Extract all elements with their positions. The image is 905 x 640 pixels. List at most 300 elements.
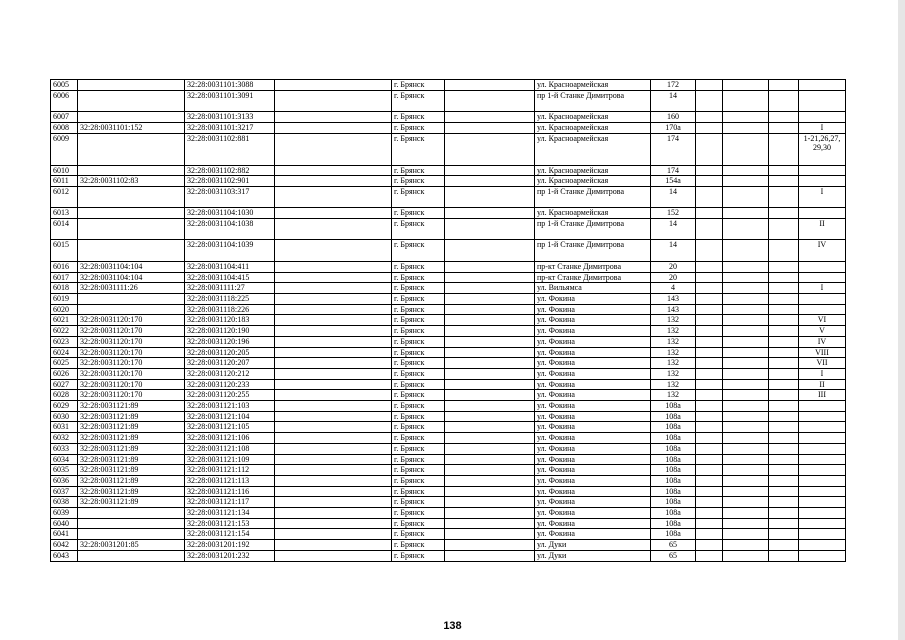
empty-cell (696, 411, 723, 422)
empty-cell (275, 165, 392, 176)
empty-cell (723, 326, 769, 337)
cadastral-number-cell: 32:28:0031101:3217 (185, 122, 275, 133)
empty-cell (696, 133, 723, 165)
empty-cell (696, 550, 723, 561)
empty-cell (723, 379, 769, 390)
table-row (51, 187, 846, 208)
table-row (51, 443, 846, 454)
record-number-cell: 6041 (51, 529, 78, 540)
street-cell: ул. Красноармейская (535, 112, 651, 123)
record-number-cell: 6034 (51, 454, 78, 465)
cadastral-number-cell: 32:28:0031102:901 (185, 176, 275, 187)
empty-cell (723, 540, 769, 551)
empty-cell (696, 208, 723, 219)
empty-cell (445, 240, 535, 261)
empty-cell (696, 219, 723, 240)
empty-cell (445, 219, 535, 240)
street-cell: ул. Фокина (535, 475, 651, 486)
premises-number-cell: III (799, 390, 846, 401)
empty-cell (696, 518, 723, 529)
empty-cell (696, 443, 723, 454)
street-cell: ул. Красноармейская (535, 133, 651, 165)
empty-cell (275, 240, 392, 261)
empty-cell (275, 90, 392, 111)
record-number-cell: 6026 (51, 368, 78, 379)
house-number-cell: 4 (651, 283, 696, 294)
empty-cell (696, 336, 723, 347)
cadastral-number-cell: 32:28:0031111:27 (185, 283, 275, 294)
street-cell: ул. Фокина (535, 390, 651, 401)
premises-number-cell (799, 433, 846, 444)
empty-cell (696, 90, 723, 111)
record-number-cell: 6023 (51, 336, 78, 347)
empty-cell (275, 433, 392, 444)
house-number-cell: 108а (651, 529, 696, 540)
street-cell: ул. Фокина (535, 358, 651, 369)
empty-cell (275, 379, 392, 390)
city-cell: г. Брянск (392, 326, 445, 337)
premises-number-cell: VII (799, 358, 846, 369)
table-row (51, 540, 846, 551)
empty-cell (696, 326, 723, 337)
empty-cell (696, 315, 723, 326)
empty-cell (275, 293, 392, 304)
empty-cell (696, 304, 723, 315)
street-cell: ул. Красноармейская (535, 122, 651, 133)
table-row (51, 326, 846, 337)
empty-cell (769, 176, 799, 187)
cadastral-number-cell: 32:28:0031121:106 (185, 433, 275, 444)
premises-number-cell (799, 475, 846, 486)
empty-cell (769, 550, 799, 561)
empty-cell (723, 304, 769, 315)
empty-cell (769, 454, 799, 465)
table-row (51, 401, 846, 412)
house-number-cell: 108а (651, 475, 696, 486)
table-row (51, 529, 846, 540)
premises-number-cell (799, 401, 846, 412)
parent-cadastral-cell: 32:28:0031111:26 (78, 283, 185, 294)
city-cell: г. Брянск (392, 293, 445, 304)
empty-cell (769, 187, 799, 208)
empty-cell (769, 90, 799, 111)
house-number-cell: 108а (651, 454, 696, 465)
empty-cell (445, 368, 535, 379)
premises-number-cell: I (799, 187, 846, 208)
empty-cell (445, 465, 535, 476)
parent-cadastral-cell: 32:28:0031104:104 (78, 272, 185, 283)
premises-number-cell (799, 497, 846, 508)
empty-cell (723, 529, 769, 540)
empty-cell (769, 475, 799, 486)
table-row (51, 90, 846, 111)
house-number-cell: 132 (651, 326, 696, 337)
city-cell: г. Брянск (392, 411, 445, 422)
house-number-cell: 20 (651, 272, 696, 283)
empty-cell (723, 90, 769, 111)
record-number-cell: 6019 (51, 293, 78, 304)
premises-number-cell (799, 454, 846, 465)
empty-cell (445, 486, 535, 497)
premises-number-cell (799, 550, 846, 561)
street-cell: пр-кт Станке Димитрова (535, 261, 651, 272)
street-cell: ул. Фокина (535, 465, 651, 476)
cadastral-number-cell: 32:28:0031121:113 (185, 475, 275, 486)
empty-cell (769, 283, 799, 294)
house-number-cell: 65 (651, 540, 696, 551)
empty-cell (275, 336, 392, 347)
empty-cell (445, 315, 535, 326)
empty-cell (723, 165, 769, 176)
empty-cell (445, 90, 535, 111)
cadastral-number-cell: 32:28:0031120:196 (185, 336, 275, 347)
empty-cell (723, 401, 769, 412)
empty-cell (723, 368, 769, 379)
city-cell: г. Брянск (392, 165, 445, 176)
house-number-cell: 132 (651, 358, 696, 369)
table-row (51, 358, 846, 369)
cadastral-number-cell: 32:28:0031120:212 (185, 368, 275, 379)
premises-number-cell: II (799, 219, 846, 240)
record-number-cell: 6009 (51, 133, 78, 165)
city-cell: г. Брянск (392, 261, 445, 272)
table-row (51, 219, 846, 240)
empty-cell (445, 176, 535, 187)
empty-cell (696, 433, 723, 444)
house-number-cell: 108а (651, 401, 696, 412)
city-cell: г. Брянск (392, 80, 445, 91)
empty-cell (769, 390, 799, 401)
premises-number-cell: VI (799, 315, 846, 326)
street-cell: ул. Фокина (535, 443, 651, 454)
table-row (51, 486, 846, 497)
empty-cell (769, 422, 799, 433)
empty-cell (723, 390, 769, 401)
empty-cell (445, 433, 535, 444)
city-cell: г. Брянск (392, 540, 445, 551)
city-cell: г. Брянск (392, 208, 445, 219)
table-row (51, 347, 846, 358)
empty-cell (275, 347, 392, 358)
record-number-cell: 6029 (51, 401, 78, 412)
street-cell: ул. Красноармейская (535, 80, 651, 91)
empty-cell (696, 176, 723, 187)
city-cell: г. Брянск (392, 187, 445, 208)
record-number-cell: 6011 (51, 176, 78, 187)
table-row (51, 379, 846, 390)
table-row (51, 508, 846, 519)
parent-cadastral-cell: 32:28:0031121:89 (78, 422, 185, 433)
empty-cell (769, 508, 799, 519)
empty-cell (445, 508, 535, 519)
house-number-cell: 14 (651, 240, 696, 261)
parent-cadastral-cell: 32:28:0031121:89 (78, 497, 185, 508)
cadastral-number-cell: 32:28:0031121:117 (185, 497, 275, 508)
empty-cell (723, 508, 769, 519)
table-row (51, 433, 846, 444)
city-cell: г. Брянск (392, 497, 445, 508)
city-cell: г. Брянск (392, 219, 445, 240)
table-row (51, 390, 846, 401)
parent-cadastral-cell (78, 80, 185, 91)
empty-cell (723, 133, 769, 165)
premises-number-cell: II (799, 379, 846, 390)
city-cell: г. Брянск (392, 347, 445, 358)
empty-cell (445, 454, 535, 465)
table-row (51, 122, 846, 133)
empty-cell (275, 80, 392, 91)
record-number-cell: 6015 (51, 240, 78, 261)
empty-cell (723, 486, 769, 497)
city-cell: г. Брянск (392, 304, 445, 315)
empty-cell (696, 508, 723, 519)
empty-cell (769, 518, 799, 529)
house-number-cell: 108а (651, 508, 696, 519)
cadastral-number-cell: 32:28:0031102:882 (185, 165, 275, 176)
house-number-cell: 108а (651, 411, 696, 422)
empty-cell (769, 112, 799, 123)
parent-cadastral-cell: 32:28:0031121:89 (78, 465, 185, 476)
empty-cell (445, 529, 535, 540)
parent-cadastral-cell (78, 133, 185, 165)
record-number-cell: 6039 (51, 508, 78, 519)
empty-cell (696, 475, 723, 486)
street-cell: пр 1-й Станке Димитрова (535, 187, 651, 208)
empty-cell (275, 497, 392, 508)
empty-cell (769, 336, 799, 347)
premises-number-cell (799, 508, 846, 519)
table-row (51, 315, 846, 326)
empty-cell (696, 187, 723, 208)
parent-cadastral-cell: 32:28:0031120:170 (78, 336, 185, 347)
house-number-cell: 152 (651, 208, 696, 219)
property-register-table (50, 79, 846, 562)
empty-cell (696, 240, 723, 261)
empty-cell (769, 261, 799, 272)
empty-cell (275, 465, 392, 476)
premises-number-cell (799, 272, 846, 283)
table-row (51, 422, 846, 433)
page-edge-shadow (898, 0, 905, 640)
parent-cadastral-cell (78, 240, 185, 261)
house-number-cell: 154а (651, 176, 696, 187)
empty-cell (769, 443, 799, 454)
premises-number-cell (799, 261, 846, 272)
street-cell: ул. Дуки (535, 550, 651, 561)
record-number-cell: 6031 (51, 422, 78, 433)
premises-number-cell (799, 422, 846, 433)
premises-number-cell: I (799, 122, 846, 133)
cadastral-number-cell: 32:28:0031121:104 (185, 411, 275, 422)
record-number-cell: 6010 (51, 165, 78, 176)
empty-cell (275, 401, 392, 412)
street-cell: ул. Фокина (535, 433, 651, 444)
cadastral-number-cell: 32:28:0031102:881 (185, 133, 275, 165)
table-row (51, 133, 846, 165)
parent-cadastral-cell: 32:28:0031120:170 (78, 347, 185, 358)
empty-cell (769, 165, 799, 176)
record-number-cell: 6025 (51, 358, 78, 369)
empty-cell (723, 550, 769, 561)
city-cell: г. Брянск (392, 475, 445, 486)
empty-cell (445, 165, 535, 176)
record-number-cell: 6043 (51, 550, 78, 561)
cadastral-number-cell: 32:28:0031118:226 (185, 304, 275, 315)
table-row (51, 80, 846, 91)
empty-cell (275, 390, 392, 401)
table-row (51, 208, 846, 219)
empty-cell (275, 443, 392, 454)
city-cell: г. Брянск (392, 379, 445, 390)
empty-cell (723, 422, 769, 433)
city-cell: г. Брянск (392, 443, 445, 454)
empty-cell (723, 433, 769, 444)
house-number-cell: 174 (651, 133, 696, 165)
empty-cell (769, 411, 799, 422)
register-sheet (50, 79, 846, 562)
empty-cell (723, 336, 769, 347)
parent-cadastral-cell: 32:28:0031201:85 (78, 540, 185, 551)
empty-cell (723, 240, 769, 261)
parent-cadastral-cell: 32:28:0031121:89 (78, 443, 185, 454)
cadastral-number-cell: 32:28:0031120:207 (185, 358, 275, 369)
empty-cell (445, 411, 535, 422)
house-number-cell: 143 (651, 293, 696, 304)
page-number: 138 (443, 620, 462, 632)
premises-number-cell (799, 443, 846, 454)
street-cell: ул. Фокина (535, 508, 651, 519)
cadastral-number-cell: 32:28:0031104:1030 (185, 208, 275, 219)
street-cell: ул. Вильямса (535, 283, 651, 294)
house-number-cell: 132 (651, 379, 696, 390)
table-row (51, 336, 846, 347)
empty-cell (723, 497, 769, 508)
empty-cell (723, 315, 769, 326)
parent-cadastral-cell: 32:28:0031121:89 (78, 401, 185, 412)
parent-cadastral-cell (78, 508, 185, 519)
street-cell: ул. Фокина (535, 486, 651, 497)
empty-cell (445, 112, 535, 123)
empty-cell (769, 358, 799, 369)
house-number-cell: 108а (651, 443, 696, 454)
empty-cell (445, 422, 535, 433)
street-cell: ул. Фокина (535, 293, 651, 304)
parent-cadastral-cell: 32:28:0031120:170 (78, 390, 185, 401)
empty-cell (445, 358, 535, 369)
parent-cadastral-cell (78, 529, 185, 540)
cadastral-number-cell: 32:28:0031120:233 (185, 379, 275, 390)
premises-number-cell: VIII (799, 347, 846, 358)
record-number-cell: 6018 (51, 283, 78, 294)
empty-cell (275, 315, 392, 326)
empty-cell (696, 368, 723, 379)
premises-number-cell: IV (799, 240, 846, 261)
empty-cell (445, 293, 535, 304)
city-cell: г. Брянск (392, 486, 445, 497)
parent-cadastral-cell (78, 208, 185, 219)
parent-cadastral-cell: 32:28:0031120:170 (78, 315, 185, 326)
record-number-cell: 6042 (51, 540, 78, 551)
cadastral-number-cell: 32:28:0031121:112 (185, 465, 275, 476)
cadastral-number-cell: 32:28:0031121:153 (185, 518, 275, 529)
empty-cell (723, 283, 769, 294)
street-cell: ул. Фокина (535, 379, 651, 390)
empty-cell (769, 486, 799, 497)
empty-cell (723, 293, 769, 304)
city-cell: г. Брянск (392, 90, 445, 111)
empty-cell (723, 358, 769, 369)
empty-cell (445, 443, 535, 454)
empty-cell (696, 379, 723, 390)
empty-cell (769, 379, 799, 390)
street-cell: ул. Фокина (535, 454, 651, 465)
empty-cell (445, 208, 535, 219)
record-number-cell: 6024 (51, 347, 78, 358)
empty-cell (275, 358, 392, 369)
table-row (51, 465, 846, 476)
parent-cadastral-cell: 32:28:0031104:104 (78, 261, 185, 272)
empty-cell (696, 283, 723, 294)
record-number-cell: 6005 (51, 80, 78, 91)
parent-cadastral-cell: 32:28:0031121:89 (78, 475, 185, 486)
record-number-cell: 6008 (51, 122, 78, 133)
empty-cell (275, 454, 392, 465)
premises-number-cell (799, 80, 846, 91)
empty-cell (769, 529, 799, 540)
empty-cell (275, 422, 392, 433)
empty-cell (275, 411, 392, 422)
empty-cell (769, 122, 799, 133)
table-row (51, 497, 846, 508)
city-cell: г. Брянск (392, 401, 445, 412)
cadastral-number-cell: 32:28:0031121:105 (185, 422, 275, 433)
premises-number-cell: I (799, 368, 846, 379)
street-cell: ул. Фокина (535, 347, 651, 358)
record-number-cell: 6037 (51, 486, 78, 497)
empty-cell (769, 219, 799, 240)
empty-cell (696, 112, 723, 123)
cadastral-number-cell: 32:28:0031101:3133 (185, 112, 275, 123)
street-cell: ул. Фокина (535, 326, 651, 337)
empty-cell (769, 401, 799, 412)
house-number-cell: 20 (651, 261, 696, 272)
empty-cell (696, 497, 723, 508)
empty-cell (696, 422, 723, 433)
empty-cell (275, 112, 392, 123)
city-cell: г. Брянск (392, 176, 445, 187)
empty-cell (696, 122, 723, 133)
register-body (51, 80, 846, 562)
table-row (51, 411, 846, 422)
empty-cell (769, 272, 799, 283)
premises-number-cell (799, 465, 846, 476)
cadastral-number-cell: 32:28:0031121:103 (185, 401, 275, 412)
empty-cell (275, 261, 392, 272)
parent-cadastral-cell (78, 304, 185, 315)
city-cell: г. Брянск (392, 550, 445, 561)
record-number-cell: 6035 (51, 465, 78, 476)
empty-cell (769, 433, 799, 444)
empty-cell (696, 80, 723, 91)
empty-cell (769, 347, 799, 358)
empty-cell (275, 304, 392, 315)
city-cell: г. Брянск (392, 454, 445, 465)
premises-number-cell (799, 165, 846, 176)
empty-cell (723, 208, 769, 219)
house-number-cell: 172 (651, 80, 696, 91)
empty-cell (769, 540, 799, 551)
premises-number-cell (799, 293, 846, 304)
